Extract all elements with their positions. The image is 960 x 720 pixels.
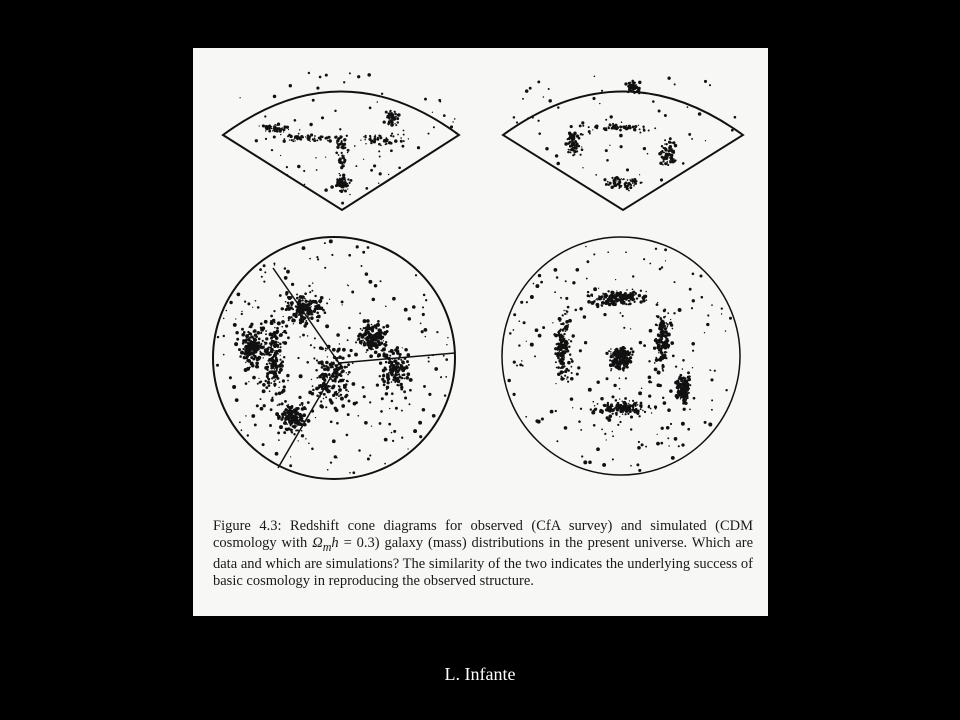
circle-diagram-bottom-right [502, 237, 740, 475]
caption-equation: = 0.3) [343, 535, 380, 551]
figure-card [193, 48, 768, 616]
caption-text-part2: galaxy (mass) distributions in the present universe. Which are data and which are simulations? The similarity of the two indicates the underlying success of basic cosmology in reproducing the observed structure. [213, 535, 754, 589]
author-footer: L. Infante [444, 664, 516, 684]
circle-diagram-bottom-left [213, 237, 455, 479]
cone-diagrams [193, 48, 768, 538]
caption-label: Figure 4.3: [213, 518, 282, 534]
caption-h: h [331, 535, 339, 551]
caption-omega-subscript: m [322, 539, 332, 554]
caption-text-part1: Redshift cone diagrams for observed (CfA survey) and simulated (CDM cosmology with [213, 518, 754, 551]
cone-diagram-top-left [223, 72, 459, 210]
caption-omega-symbol: Ω [312, 535, 323, 551]
figure-caption [213, 518, 753, 590]
cone-diagram-top-right [503, 75, 743, 210]
